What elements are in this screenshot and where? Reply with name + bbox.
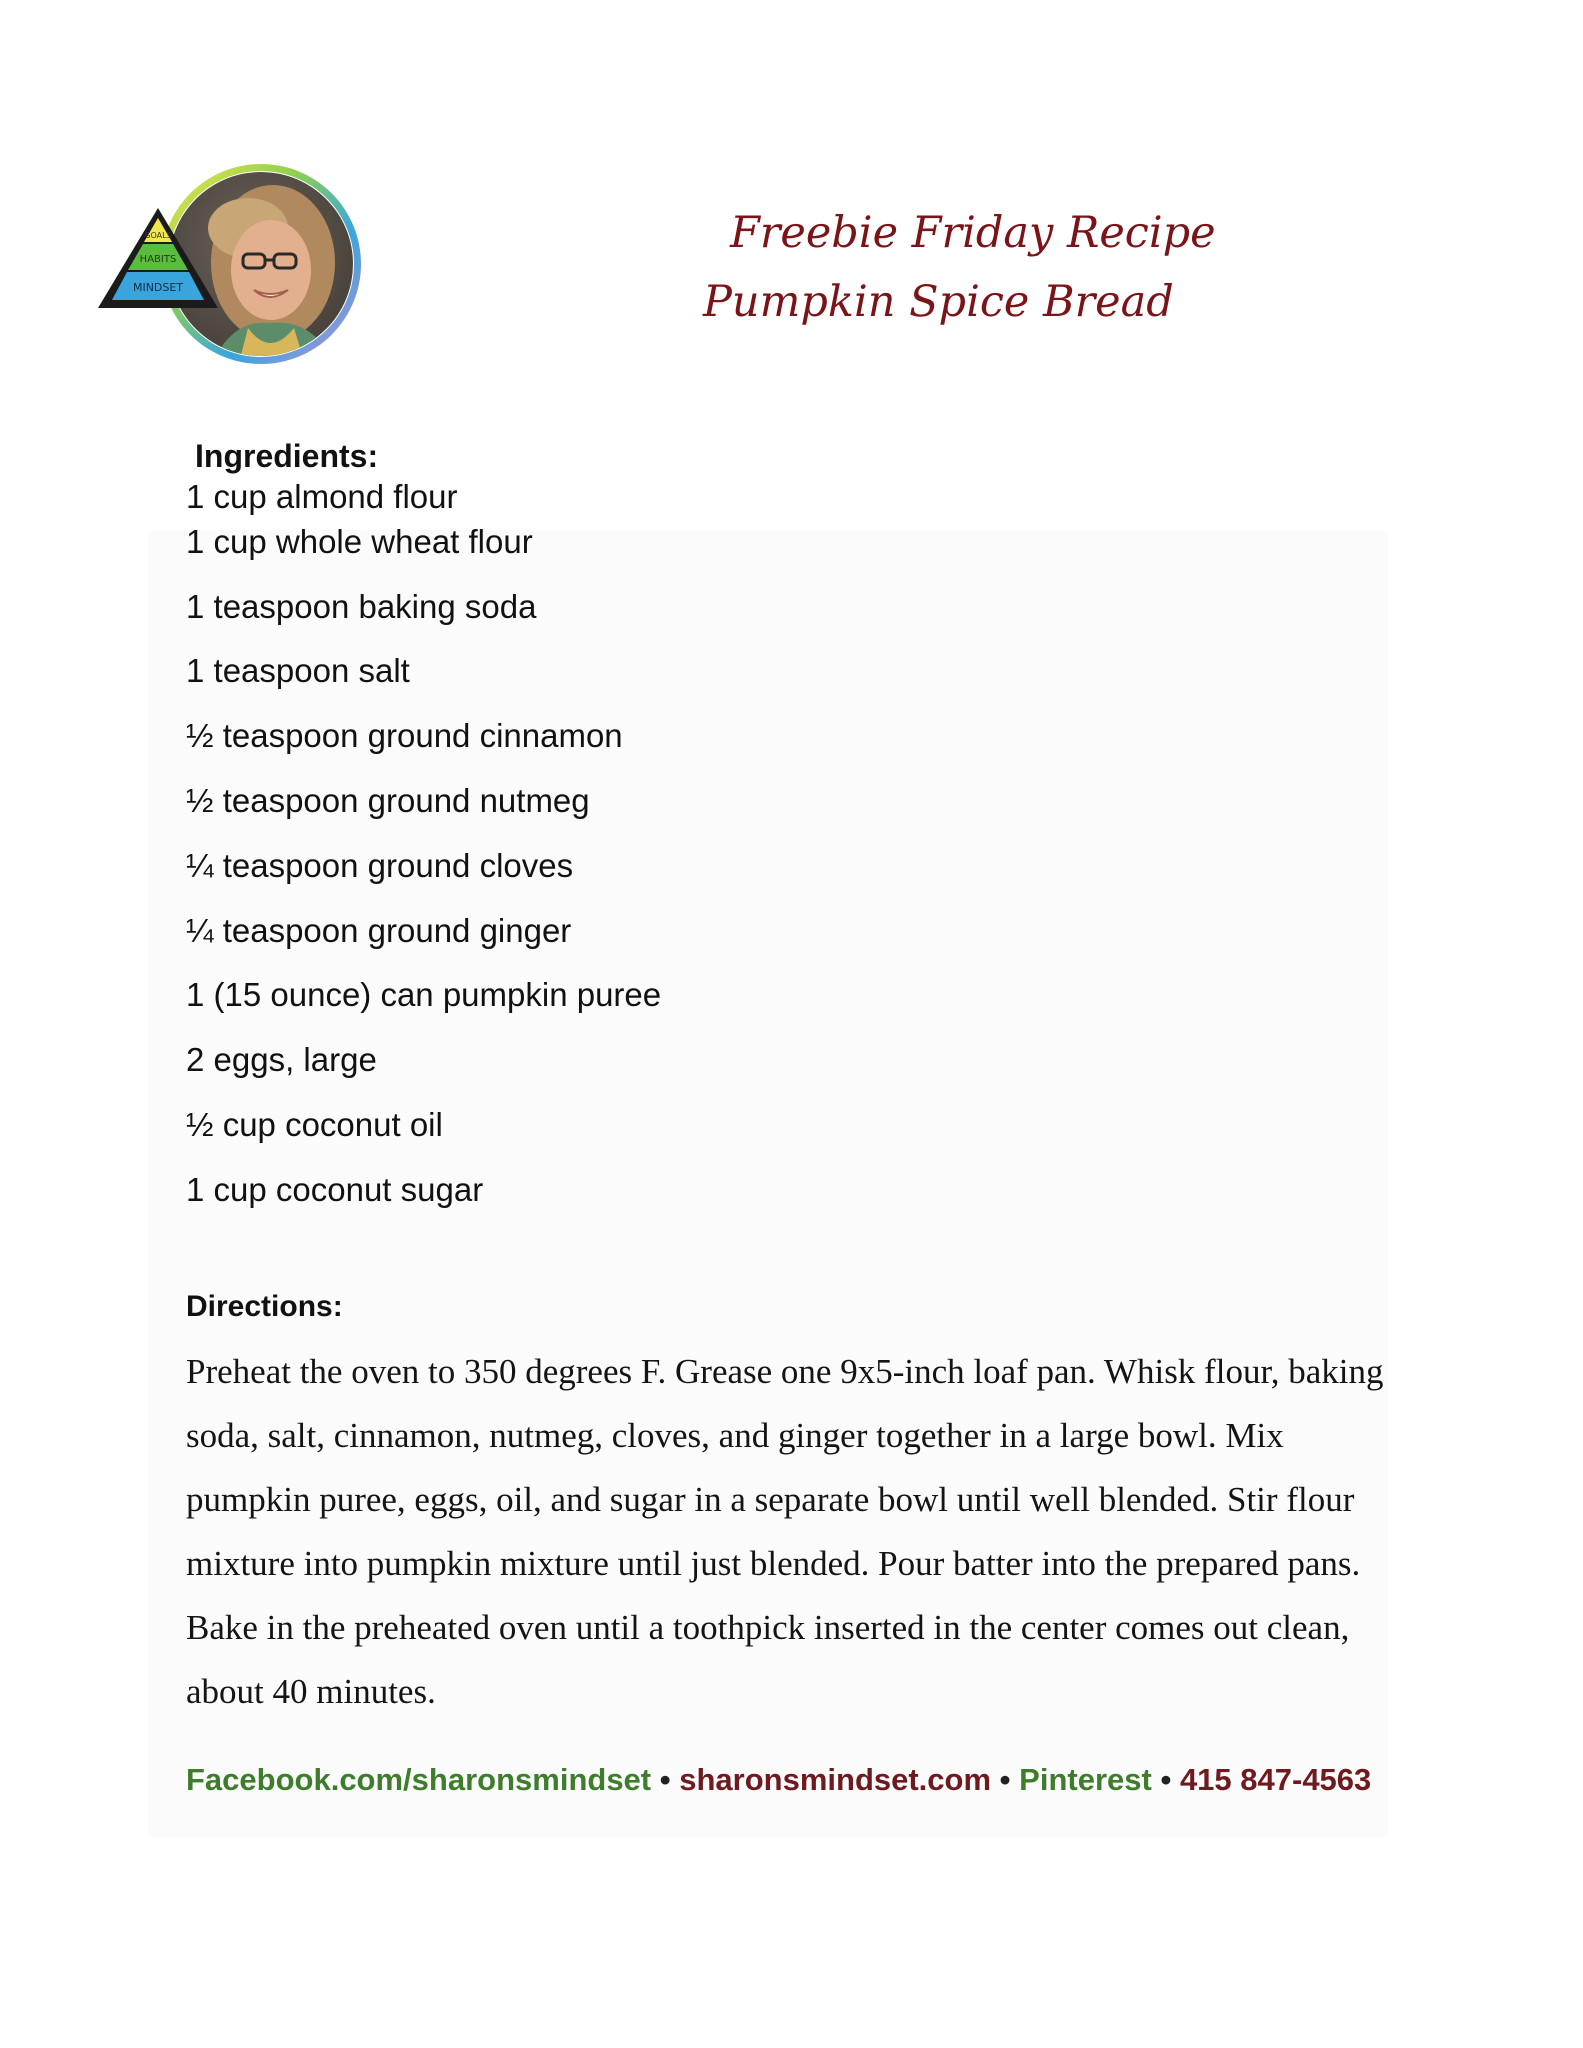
ingredient-item: 1 cup coconut sugar bbox=[186, 1171, 484, 1208]
title-freebie-friday: Freebie Friday Recipe bbox=[730, 208, 1216, 258]
ingredient-item: 2 eggs, large bbox=[186, 1041, 377, 1078]
footer-separator: • bbox=[659, 1762, 671, 1797]
ingredients-heading: Ingredients: bbox=[195, 438, 379, 474]
directions-heading: Directions: bbox=[186, 1290, 343, 1323]
ingredient-item: 1 (15 ounce) can pumpkin puree bbox=[186, 976, 662, 1013]
pyramid-label-mindset: MINDSET bbox=[132, 281, 184, 294]
footer-contact-line bbox=[186, 1762, 1371, 1798]
sharons-mindset-logo bbox=[98, 158, 362, 374]
facebook-link[interactable]: Facebook.com/sharonsmindset bbox=[186, 1762, 652, 1797]
phone-number: 415 847-4563 bbox=[1179, 1762, 1372, 1797]
ingredient-item: ½ teaspoon ground cinnamon bbox=[186, 717, 623, 754]
ingredient-item: ¼ teaspoon ground ginger bbox=[186, 912, 572, 949]
ingredient-item: 1 teaspoon baking soda bbox=[186, 588, 537, 625]
pinterest-link[interactable]: Pinterest bbox=[1019, 1762, 1152, 1797]
title-recipe-name: Pumpkin Spice Bread bbox=[703, 277, 1174, 327]
ingredient-item: ¼ teaspoon ground cloves bbox=[186, 847, 574, 884]
footer-separator: • bbox=[999, 1762, 1011, 1797]
pyramid-label-habits: HABITS bbox=[139, 254, 177, 265]
directions-text: Preheat the oven to 350 degrees F. Grease one 9x5-inch loaf pan. Whisk flour, baking soda, salt, cinnamon, nutmeg, cloves, and ginger together in a large bowl. Mix pumpkin puree, eggs, oil, and sugar in a separate bowl until well blended. Stir flour mixture into pumpkin mixture until just blended. Pour batter into the prepared pans. Bake in the preheated oven until a toothpick inserted in the center comes out clean, about 40 minutes. bbox=[186, 1352, 1384, 1711]
ingredient-item: ½ teaspoon ground nutmeg bbox=[186, 782, 590, 819]
ingredient-item: ½ cup coconut oil bbox=[186, 1106, 443, 1143]
footer-separator: • bbox=[1160, 1762, 1172, 1797]
ingredient-item: 1 cup almond flour bbox=[186, 478, 458, 515]
ingredient-item: 1 teaspoon salt bbox=[186, 652, 410, 689]
website-link[interactable]: sharonsmindset.com bbox=[679, 1762, 992, 1797]
ingredient-item: 1 cup whole wheat flour bbox=[186, 523, 533, 560]
pyramid-label-goals: GOALS bbox=[144, 231, 172, 240]
